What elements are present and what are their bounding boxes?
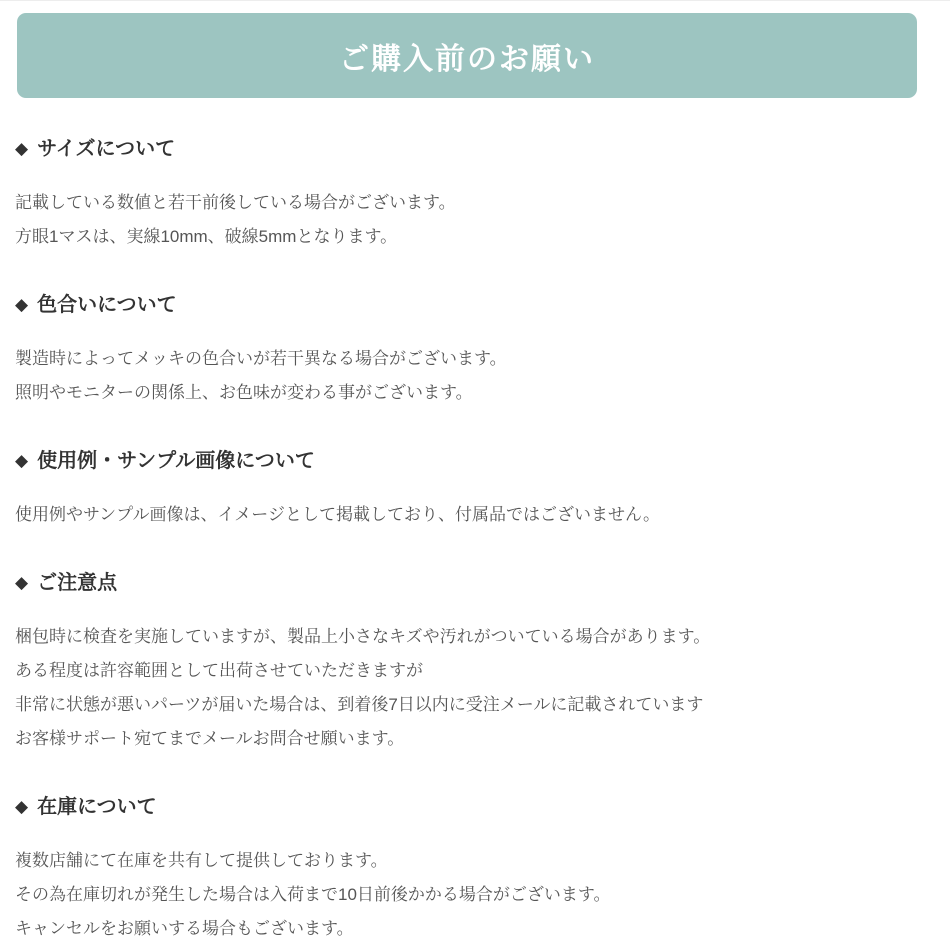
section-heading [15, 448, 917, 474]
section-color [15, 292, 917, 410]
body-line: 複数店舗にて在庫を共有して提供しております。 [15, 851, 388, 870]
section-heading [15, 794, 917, 820]
diamond-bullet-icon: ◆ [15, 295, 29, 314]
section-heading-label: ご注意点 [37, 572, 118, 594]
diamond-bullet-icon: ◆ [15, 797, 29, 816]
body-line: 方眼1マスは、実線10mm、破線5mmとなります。 [15, 227, 398, 246]
diamond-bullet-icon: ◆ [15, 573, 29, 592]
section-body [15, 186, 917, 254]
body-line: 非常に状態が悪いパーツが届いた場合は、到着後7日以内に受注メールに記載されています [15, 695, 704, 714]
body-line: 使用例やサンプル画像は、イメージとして掲載しており、付属品ではございません。 [15, 505, 660, 524]
section-sample-images [15, 448, 917, 532]
section-heading [15, 570, 917, 596]
section-body [15, 498, 917, 532]
purchase-notice-page [0, 1, 950, 950]
body-line: その為在庫切れが発生した場合は入荷まで10日前後かかる場合がございます。 [15, 885, 611, 904]
section-heading-label: 使用例・サンプル画像について [37, 450, 315, 472]
body-line: ある程度は許容範囲として出荷させていただきますが [15, 661, 423, 680]
body-line: 製造時によってメッキの色合いが若干異なる場合がございます。 [15, 349, 507, 368]
section-heading-label: 在庫について [37, 796, 157, 818]
body-line: キャンセルをお願いする場合もございます。 [15, 919, 354, 938]
page-title: ご購入前のお願い [339, 42, 595, 76]
section-cautions [15, 570, 917, 756]
section-heading [15, 136, 917, 162]
section-body [15, 620, 917, 756]
diamond-bullet-icon: ◆ [15, 139, 29, 158]
body-line: 梱包時に検査を実施していますが、製品上小さなキズや汚れがついている場合があります。 [15, 627, 711, 646]
section-stock [15, 794, 917, 946]
section-heading-label: サイズについて [37, 138, 176, 160]
section-heading [15, 292, 917, 318]
section-body [15, 844, 917, 946]
body-line: お客様サポート宛てまでメールお問合せ願います。 [15, 729, 405, 748]
section-size [15, 136, 917, 254]
body-line: 記載している数値と若干前後している場合がございます。 [15, 193, 456, 212]
diamond-bullet-icon: ◆ [15, 451, 29, 470]
section-body [15, 342, 917, 410]
section-heading-label: 色合いについて [37, 294, 177, 316]
body-line: 照明やモニターの関係上、お色味が変わる事がございます。 [15, 383, 473, 402]
page-title-banner [17, 13, 917, 98]
